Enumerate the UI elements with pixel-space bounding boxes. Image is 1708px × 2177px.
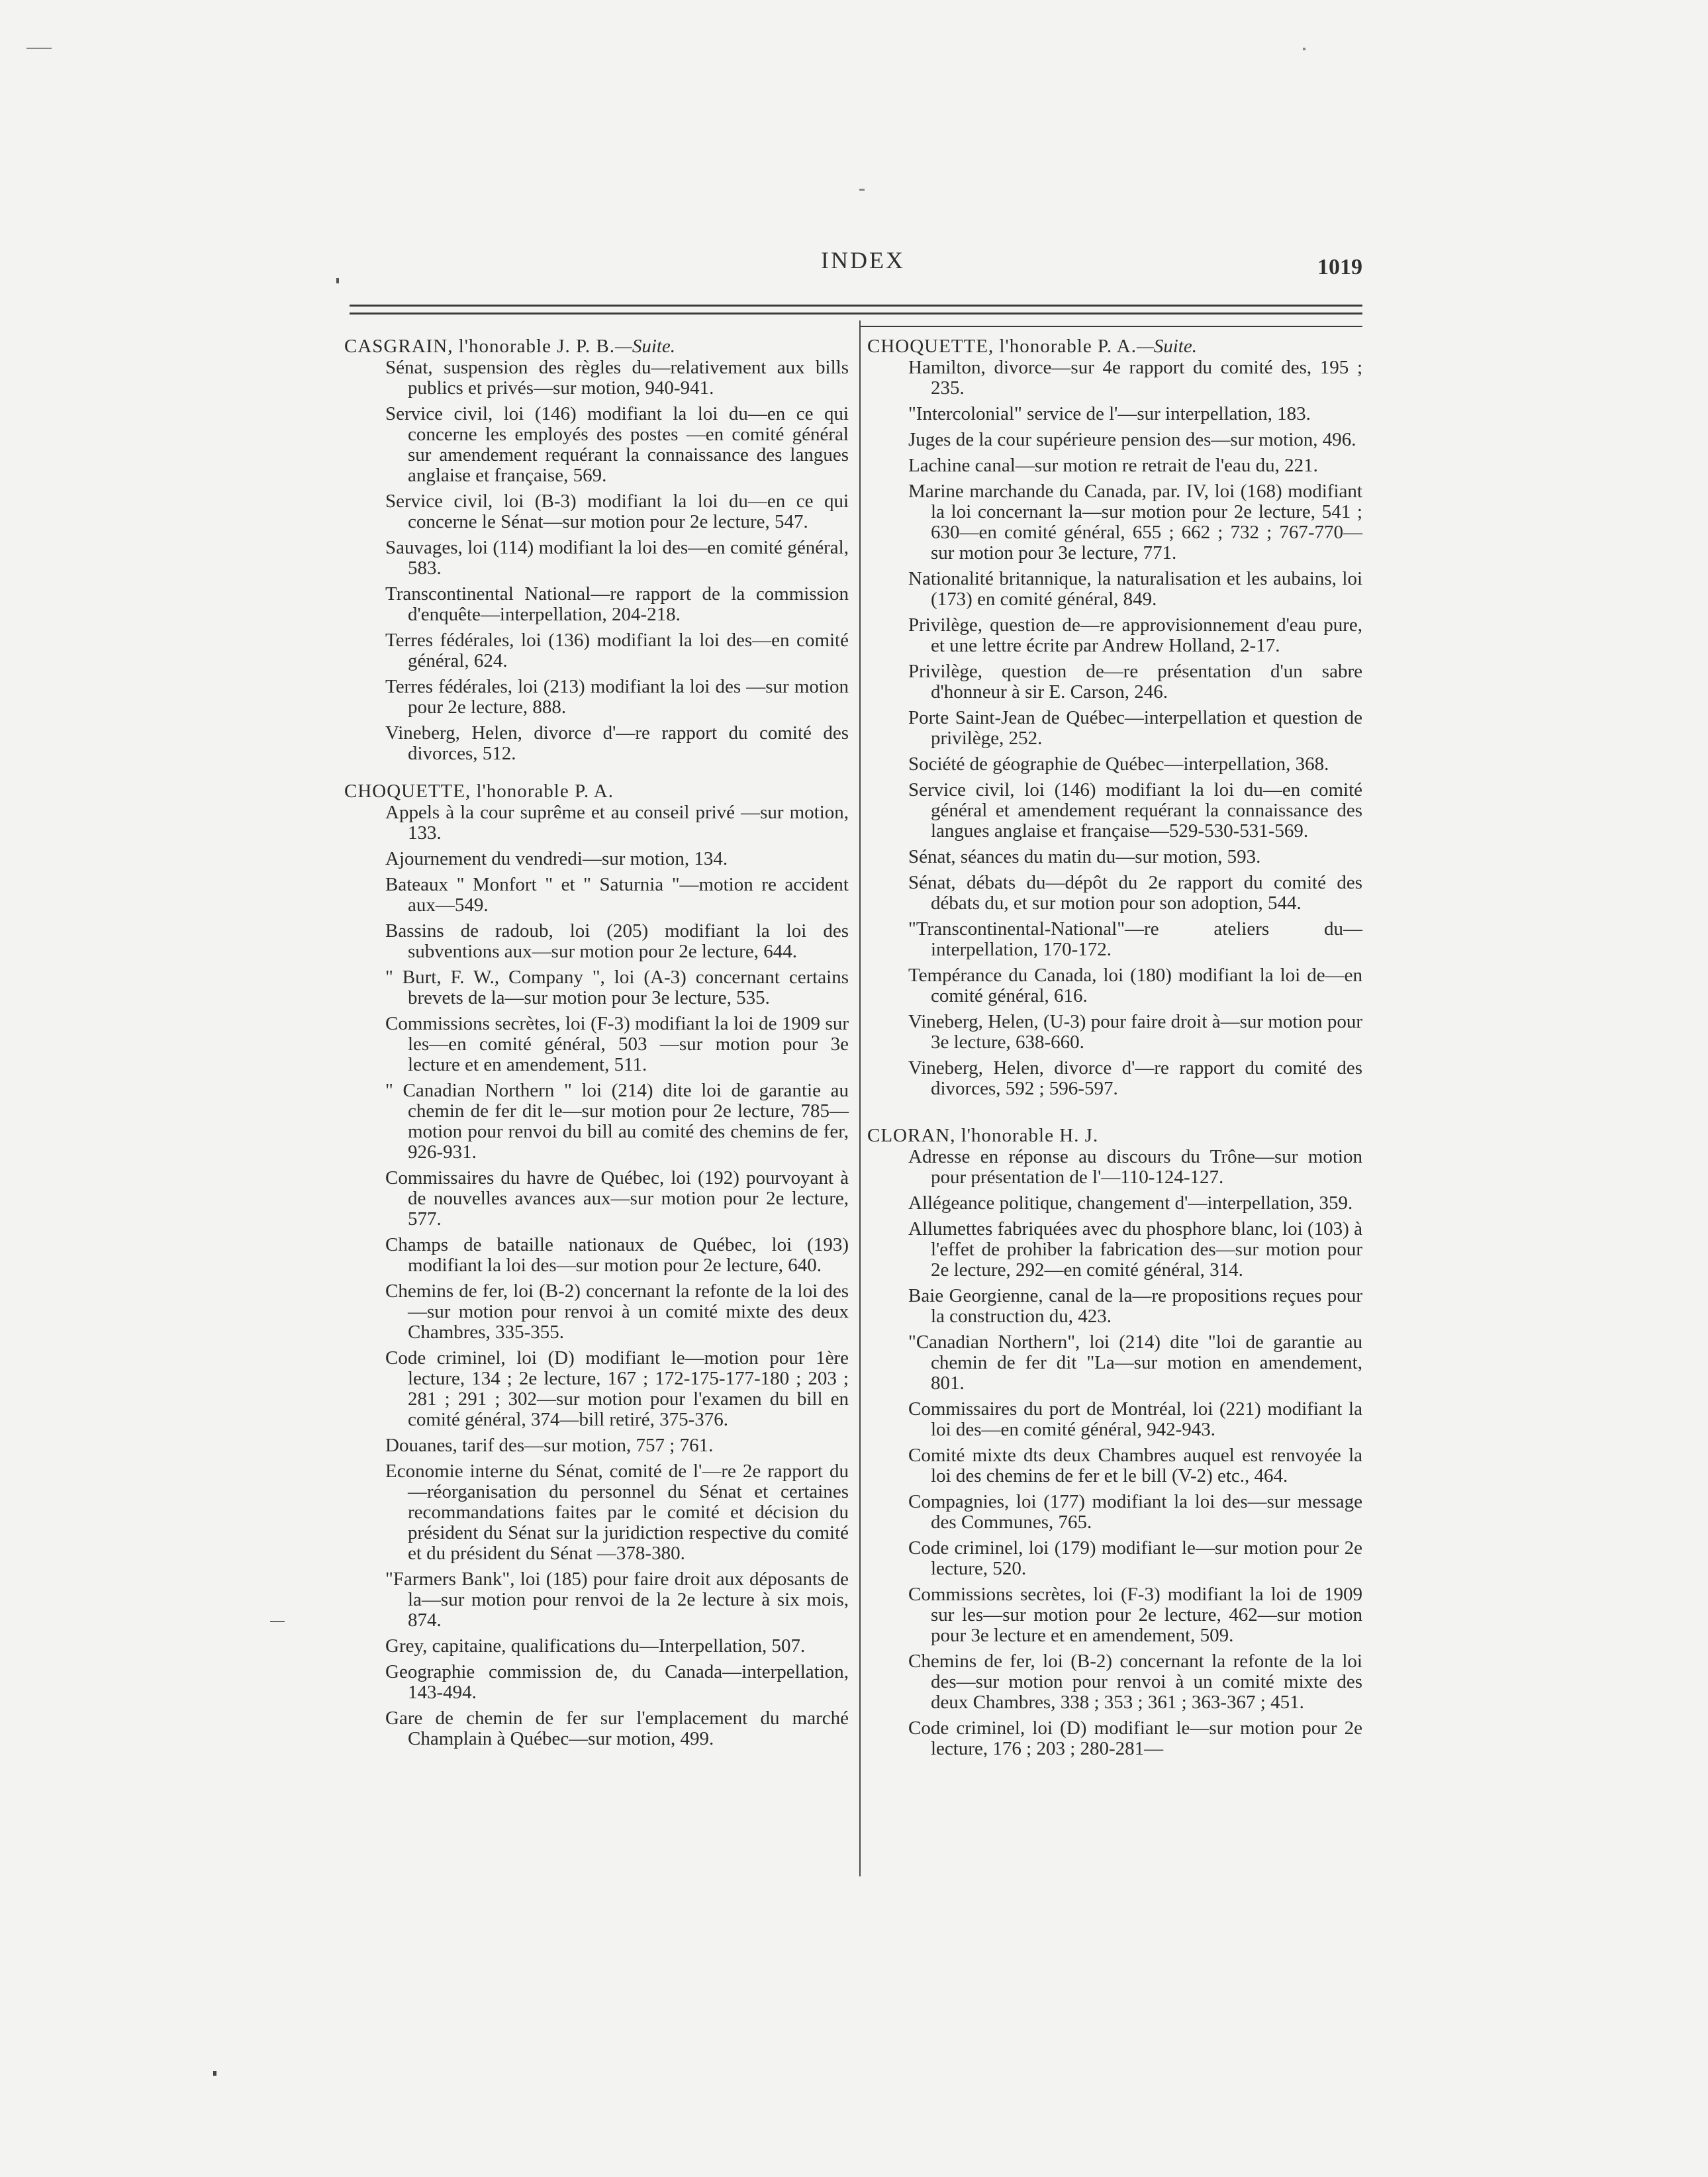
index-entry: Comité mixte dts deux Chambres auquel est renvoyée la loi des chemins de fer et le bill (V-2) etc., 464. bbox=[908, 1445, 1362, 1486]
left-column bbox=[344, 336, 849, 1766]
index-entry: "Farmers Bank", loi (185) pour faire droit aux déposants de la—sur motion pour renvoi de la 2e lecture à six mois, 874. bbox=[385, 1569, 849, 1631]
index-entry: Commissions secrètes, loi (F-3) modifiant la loi de 1909 sur les—sur motion pour 2e lecture, 462—sur motion pour 3e lecture et en amendement, 509. bbox=[908, 1584, 1362, 1646]
index-entry: "Intercolonial" service de l'—sur interpellation, 183. bbox=[908, 403, 1311, 424]
index-entry: Juges de la cour supérieure pension des—sur motion, 496. bbox=[908, 429, 1356, 450]
header-rule-third bbox=[861, 326, 1362, 327]
index-entry: Commissaires du havre de Québec, loi (192) pourvoyant à de nouvelles avances aux—sur motion pour 2e lecture, 577. bbox=[385, 1167, 849, 1230]
index-entry: Douanes, tarif des—sur motion, 757 ; 761. bbox=[385, 1435, 714, 1456]
index-entry: Commissaires du port de Montréal, loi (221) modifiant la loi des—en comité général, 942-943. bbox=[908, 1398, 1362, 1440]
page-title: INDEX bbox=[821, 247, 905, 273]
index-entry: Bassins de radoub, loi (205) modifiant la loi des subventions aux—sur motion pour 2e lecture, 644. bbox=[385, 920, 849, 962]
index-entry: Champs de bataille nationaux de Québec, loi (193) modifiant la loi des—sur motion pour 2e lecture, 640. bbox=[385, 1234, 849, 1276]
index-entry: Code criminel, loi (D) modifiant le—motion pour 1ère lecture, 134 ; 2e lecture, 167 ; 172-175-177-180 ; 203 ; 281 ; 291 ; 302—sur motion pour l'examen du bill en comité général, 374—bill retiré, 375-376. bbox=[385, 1347, 849, 1430]
index-section-casgrain bbox=[344, 336, 849, 764]
column-divider bbox=[859, 320, 861, 1876]
index-entry: Commissions secrètes, loi (F-3) modifiant la loi de 1909 sur les—en comité général, 503 —sur motion pour 3e lecture et en amendement, 511. bbox=[385, 1013, 849, 1075]
index-entry: " Canadian Northern " loi (214) dite loi de garantie au chemin de fer dit le—sur motion pour 2e lecture, 785—motion pour renvoi du bill au comité des chemins de fer, 926-931. bbox=[385, 1080, 849, 1163]
index-entry: Code criminel, loi (179) modifiant le—sur motion pour 2e lecture, 520. bbox=[908, 1537, 1362, 1579]
scan-mark bbox=[1303, 48, 1305, 50]
index-entry: Terres fédérales, loi (136) modifiant la loi des—en comité général, 624. bbox=[385, 630, 849, 671]
scan-mark bbox=[270, 1621, 285, 1622]
index-section-cloran bbox=[867, 1126, 1362, 1759]
index-entry: Compagnies, loi (177) modifiant la loi des—sur message des Communes, 765. bbox=[908, 1491, 1362, 1533]
heading-name: CHOQUETTE, l'honorable P. A. bbox=[867, 336, 1137, 357]
index-entry: Chemins de fer, loi (B-2) concernant la refonte de la loi des—sur motion pour renvoi à un comité mixte des deux Chambres, 338 ; 353 ; 361 ; 363-367 ; 451. bbox=[908, 1651, 1362, 1713]
scan-mark bbox=[26, 48, 52, 49]
section-heading bbox=[867, 1126, 1362, 1146]
section-heading bbox=[344, 781, 849, 802]
index-entry: "Transcontinental-National"—re ateliers du—interpellation, 170-172. bbox=[908, 918, 1362, 960]
index-entry: Sénat, séances du matin du—sur motion, 593. bbox=[908, 846, 1261, 867]
scan-mark bbox=[336, 278, 339, 283]
index-entry: Code criminel, loi (D) modifiant le—sur motion pour 2e lecture, 176 ; 203 ; 280-281— bbox=[908, 1717, 1362, 1759]
index-entry: Baie Georgienne, canal de la—re propositions reçues pour la construction du, 423. bbox=[908, 1285, 1362, 1327]
heading-suffix: —Suite. bbox=[615, 336, 676, 357]
index-entry: Ajournement du vendredi—sur motion, 134. bbox=[385, 848, 728, 869]
index-entry: Service civil, loi (146) modifiant la loi du—en comité général et amendement requérant la connaissance des langues anglaise et française—529-530-531-569. bbox=[908, 779, 1362, 842]
heading-name: CLORAN, l'honorable H. J. bbox=[867, 1125, 1099, 1146]
index-entry: Sénat, suspension des règles du—relativement aux bills publics et privés—sur motion, 940-941. bbox=[385, 357, 849, 399]
heading-name: CHOQUETTE, l'honorable P. A. bbox=[344, 781, 614, 802]
index-entry: Economie interne du Sénat, comité de l'—re 2e rapport du—réorganisation du personnel du Sénat et certaines recommandations faites par le comité et décision du président du Sénat sur la juridiction respective du comité et du président du Sénat —378-380. bbox=[385, 1461, 849, 1564]
index-entry: Terres fédérales, loi (213) modifiant la loi des —sur motion pour 2e lecture, 888. bbox=[385, 676, 849, 718]
right-column bbox=[867, 336, 1362, 1776]
index-entry: Vineberg, Helen, divorce d'—re rapport du comité des divorces, 592 ; 596-597. bbox=[908, 1057, 1362, 1099]
index-entry: Allumettes fabriquées avec du phosphore blanc, loi (103) à l'effet de prohiber la fabrication des—sur motion pour 2e lecture, 292—en comité général, 314. bbox=[908, 1218, 1362, 1281]
index-entry: Transcontinental National—re rapport de la commission d'enquête—interpellation, 204-218. bbox=[385, 583, 849, 625]
page-number: 1019 bbox=[1317, 255, 1362, 279]
header-rule-top bbox=[350, 305, 1362, 307]
index-entry: Adresse en réponse au discours du Trône—sur motion pour présentation de l'—110-124-127. bbox=[908, 1146, 1362, 1188]
heading-suffix: —Suite. bbox=[1136, 336, 1197, 357]
index-entry: Tempérance du Canada, loi (180) modifiant la loi de—en comité général, 616. bbox=[908, 965, 1362, 1006]
index-entry: Sénat, débats du—dépôt du 2e rapport du comité des débats du, et sur motion pour son adoption, 544. bbox=[908, 872, 1362, 914]
index-entry: Privilège, question de—re présentation d'un sabre d'honneur à sir E. Carson, 246. bbox=[908, 661, 1362, 702]
scan-mark bbox=[859, 189, 865, 191]
index-entry: Allégeance politique, changement d'—interpellation, 359. bbox=[908, 1192, 1353, 1214]
index-entry: Vineberg, Helen, divorce d'—re rapport du comité des divorces, 512. bbox=[385, 722, 849, 764]
index-entry: Privilège, question de—re approvisionnement d'eau pure, et une lettre écrite par Andrew Holland, 2-17. bbox=[908, 614, 1362, 656]
section-heading bbox=[867, 336, 1362, 357]
index-entry: Chemins de fer, loi (B-2) concernant la refonte de la loi des—sur motion pour renvoi à un comité mixte des deux Chambres, 335-355. bbox=[385, 1281, 849, 1343]
index-entry: Service civil, loi (146) modifiant la loi du—en ce qui concerne les employés des postes —en comité général sur amendement requérant la connaissance des langues anglaise et française, 569. bbox=[385, 403, 849, 486]
index-entry: Sauvages, loi (114) modifiant la loi des—en comité général, 583. bbox=[385, 537, 849, 579]
index-entry: Geographie commission de, du Canada—interpellation, 143-494. bbox=[385, 1661, 849, 1703]
index-section-choquette bbox=[344, 781, 849, 1749]
index-entry: Bateaux " Monfort " et " Saturnia "—motion re accident aux—549. bbox=[385, 874, 849, 916]
index-entry: Appels à la cour suprême et au conseil privé —sur motion, 133. bbox=[385, 802, 849, 844]
index-entry: Vineberg, Helen, (U-3) pour faire droit à—sur motion pour 3e lecture, 638-660. bbox=[908, 1011, 1362, 1053]
heading-name: CASGRAIN, l'honorable J. P. B. bbox=[344, 336, 616, 357]
header-rule-bottom bbox=[350, 313, 1362, 314]
index-entry: "Canadian Northern", loi (214) dite "loi de garantie au chemin de fer dit "La—sur motion en amendement, 801. bbox=[908, 1331, 1362, 1394]
scan-mark bbox=[213, 2071, 216, 2076]
index-entry: Lachine canal—sur motion re retrait de l'eau du, 221. bbox=[908, 455, 1318, 476]
index-entry: Porte Saint-Jean de Québec—interpellation et question de privilège, 252. bbox=[908, 707, 1362, 749]
index-entry: Hamilton, divorce—sur 4e rapport du comité des, 195 ; 235. bbox=[908, 357, 1362, 399]
index-entry: " Burt, F. W., Company ", loi (A-3) concernant certains brevets de la—sur motion pour 3e lecture, 535. bbox=[385, 967, 849, 1008]
index-entry: Gare de chemin de fer sur l'emplacement du marché Champlain à Québec—sur motion, 499. bbox=[385, 1708, 849, 1749]
index-section-choquette-suite bbox=[867, 336, 1362, 1099]
index-entry: Nationalité britannique, la naturalisation et les aubains, loi (173) en comité général, 849. bbox=[908, 568, 1362, 610]
index-entry: Marine marchande du Canada, par. IV, loi (168) modifiant la loi concernant la—sur motion pour 2e lecture, 541 ; 630—en comité général, 655 ; 662 ; 732 ; 767-770—sur motion pour 3e lecture, 771. bbox=[908, 481, 1362, 563]
section-heading bbox=[344, 336, 849, 357]
index-entry: Service civil, loi (B-3) modifiant la loi du—en ce qui concerne le Sénat—sur motion pour 2e lecture, 547. bbox=[385, 491, 849, 532]
index-entry: Grey, capitaine, qualifications du—Interpellation, 507. bbox=[385, 1635, 806, 1657]
index-entry: Société de géographie de Québec—interpellation, 368. bbox=[908, 753, 1329, 775]
